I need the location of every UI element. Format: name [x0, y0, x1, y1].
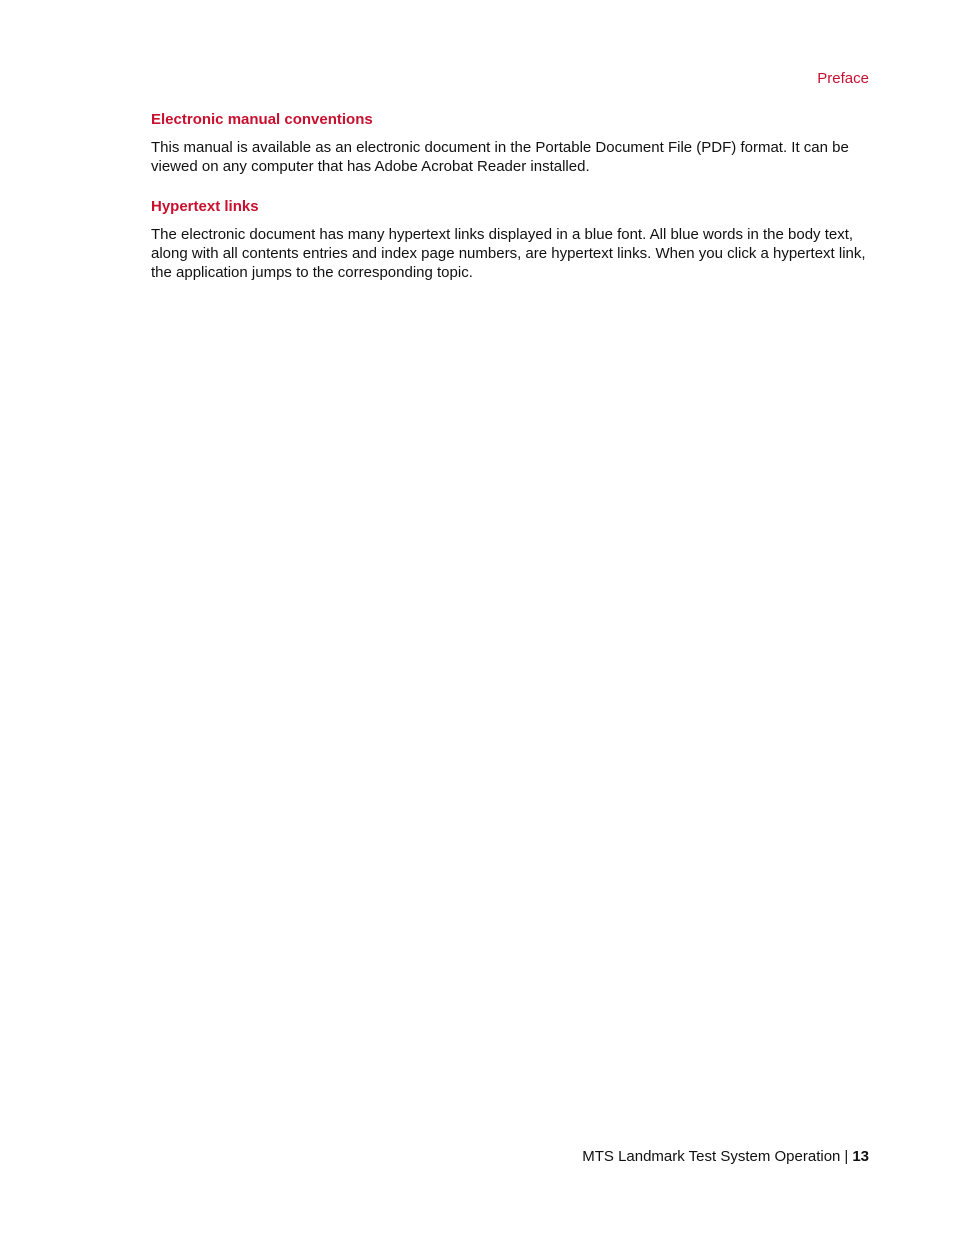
- footer-separator: |: [844, 1148, 849, 1165]
- page-number: 13: [852, 1148, 869, 1165]
- section-heading: Electronic manual conventions: [151, 111, 373, 128]
- section-electronic-manual-conventions: [151, 110, 871, 176]
- running-header-section: Preface: [817, 70, 869, 87]
- section-body: This manual is available as an electronic document in the Portable Document File (PDF) format. It can be viewed on any computer that has Adobe Acrobat Reader installed.: [151, 139, 849, 175]
- page-content: [151, 110, 871, 282]
- footer-doc-title: MTS Landmark Test System Operation: [582, 1148, 841, 1165]
- section-hypertext-links: [151, 197, 871, 282]
- page-footer: [582, 1148, 869, 1165]
- section-body: The electronic document has many hypertext links displayed in a blue font. All blue words in the body text, along with all contents entries and index page numbers, are hypertext links. When you click a hypertext link, the application jumps to the corresponding topic.: [151, 226, 866, 281]
- section-heading: Hypertext links: [151, 198, 259, 215]
